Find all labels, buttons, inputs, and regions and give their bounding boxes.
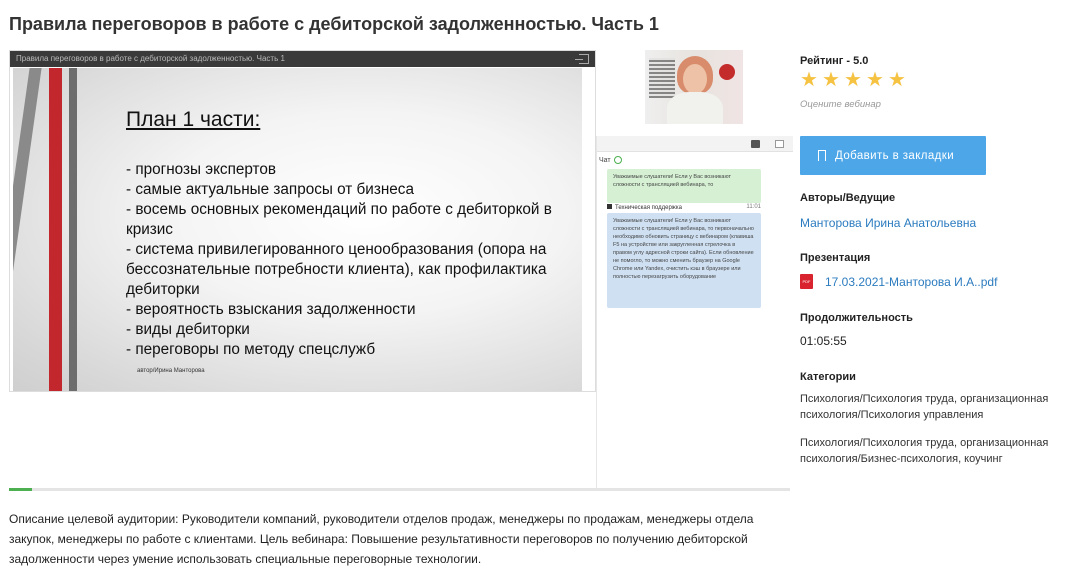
- slide-viewer[interactable]: [9, 50, 596, 392]
- presentation-label: Презентация: [800, 252, 871, 264]
- author-link[interactable]: Манторова Ирина Анатольевна: [800, 216, 977, 230]
- slide-bullet: - прогнозы экспертов: [126, 161, 277, 178]
- slide-window-title: Правила переговоров в работе с дебиторской задолженностью. Часть 1: [16, 54, 285, 63]
- pdf-file-icon: PDF: [800, 274, 813, 289]
- star-icon[interactable]: ★: [866, 69, 884, 91]
- rating-label: Рейтинг - 5.0: [800, 55, 869, 67]
- support-avatar-icon: [607, 204, 612, 209]
- logo-mark: [719, 64, 735, 80]
- slide-bullet-list: [126, 160, 582, 360]
- presenter-video[interactable]: [645, 50, 743, 124]
- presenter-body: [667, 92, 723, 124]
- category-item[interactable]: Психология/Психология труда, организационная психология/Бизнес-психология, коучинг: [800, 437, 1049, 465]
- page-title: Правила переговоров в работе с дебиторской задолженностью. Часть 1: [9, 14, 659, 34]
- progress-fill: [9, 488, 32, 491]
- slide-titlebar: [10, 51, 595, 67]
- presentation-file[interactable]: [800, 274, 997, 289]
- slide-decor-stripe: [49, 68, 62, 391]
- document-tab-icon[interactable]: [775, 140, 784, 148]
- category-item[interactable]: Психология/Психология труда, организационная психология/Психология управления: [800, 393, 1049, 421]
- add-bookmark-label: Добавить в закладки: [835, 149, 955, 162]
- support-author-name: Техническая поддержка: [615, 205, 682, 211]
- slide-footer: автор/Ирина Манторова: [137, 368, 205, 374]
- exit-fullscreen-icon[interactable]: [579, 54, 589, 64]
- chat-tabs: [597, 136, 793, 152]
- chat-tab-icon[interactable]: [751, 140, 760, 148]
- slide-heading: План 1 части:: [126, 108, 261, 131]
- slide-bullet: - система привилегированного ценообразования (опора на бессознательные потребности клиента), как профилактика дебиторки: [126, 241, 547, 298]
- duration-value: 01:05:55: [800, 334, 847, 348]
- chat-panel: [596, 136, 792, 488]
- slide-decor-stripe: [13, 68, 43, 391]
- info-icon[interactable]: [614, 156, 622, 164]
- slide-bullet: - вероятность взыскания задолженности: [126, 301, 416, 318]
- duration-label: Продолжительность: [800, 312, 913, 324]
- star-icon[interactable]: ★: [822, 69, 840, 91]
- star-icon[interactable]: ★: [800, 69, 818, 91]
- add-bookmark-button[interactable]: [800, 136, 986, 175]
- star-icon[interactable]: ★: [844, 69, 862, 91]
- presentation-file-link[interactable]: 17.03.2021-Манторова И.А..pdf: [825, 274, 998, 289]
- chat-label-text: Чат: [599, 156, 611, 164]
- slide-bullet: - восемь основных рекомендаций по работе с дебиторкой в кризис: [126, 201, 552, 238]
- slide-bullet: - виды дебиторки: [126, 321, 250, 338]
- star-icon[interactable]: ★: [888, 69, 906, 91]
- webinar-description: Описание целевой аудитории: Руководители компаний, руководители отделов продаж, менеджеры по продажам, менеджеры отдела закупок, менеджеры по работе с клиентами. Цель вебинара: Повышение результативности переговоров по получению дебиторской задолженности через умение использовать специальные переговорные технологии.: [9, 512, 754, 566]
- chat-message-support: Уважаемые слушатели! Если у Вас возникают сложности с трансляцией вебинара, то первоначально необходимо обновить страницу с вебинаром (клавиша F5 на устройстве или закругленная стрелочка в правом углу адресной строки сайта). Если обновление не помогло, то можно сменить браузер на Google Chrome или Yandex, очистить кэш в браузере или полностью перезагрузить оборудование: [607, 213, 761, 308]
- support-author: [607, 204, 761, 211]
- presenter-face: [683, 64, 707, 94]
- slide-bullet: - самые актуальные запросы от бизнеса: [126, 181, 414, 198]
- slide-bullet: - переговоры по методу спецслужб: [126, 341, 376, 358]
- slide-decor-stripe: [69, 68, 77, 391]
- bookmark-icon: [818, 150, 826, 161]
- categories-label: Категории: [800, 371, 856, 383]
- chat-message: Уважаемые слушатели! Если у Вас возникают сложности с трансляцией вебинара, то: [607, 169, 761, 203]
- chat-label: [599, 156, 622, 164]
- message-time: 11:01: [746, 204, 761, 210]
- presentation-slide: [13, 68, 582, 391]
- authors-label: Авторы/Ведущие: [800, 192, 896, 204]
- rate-hint: Оцените вебинар: [800, 99, 881, 110]
- qr-code-image: [649, 58, 675, 98]
- progress-track[interactable]: [9, 488, 790, 491]
- rating-stars[interactable]: [800, 69, 906, 91]
